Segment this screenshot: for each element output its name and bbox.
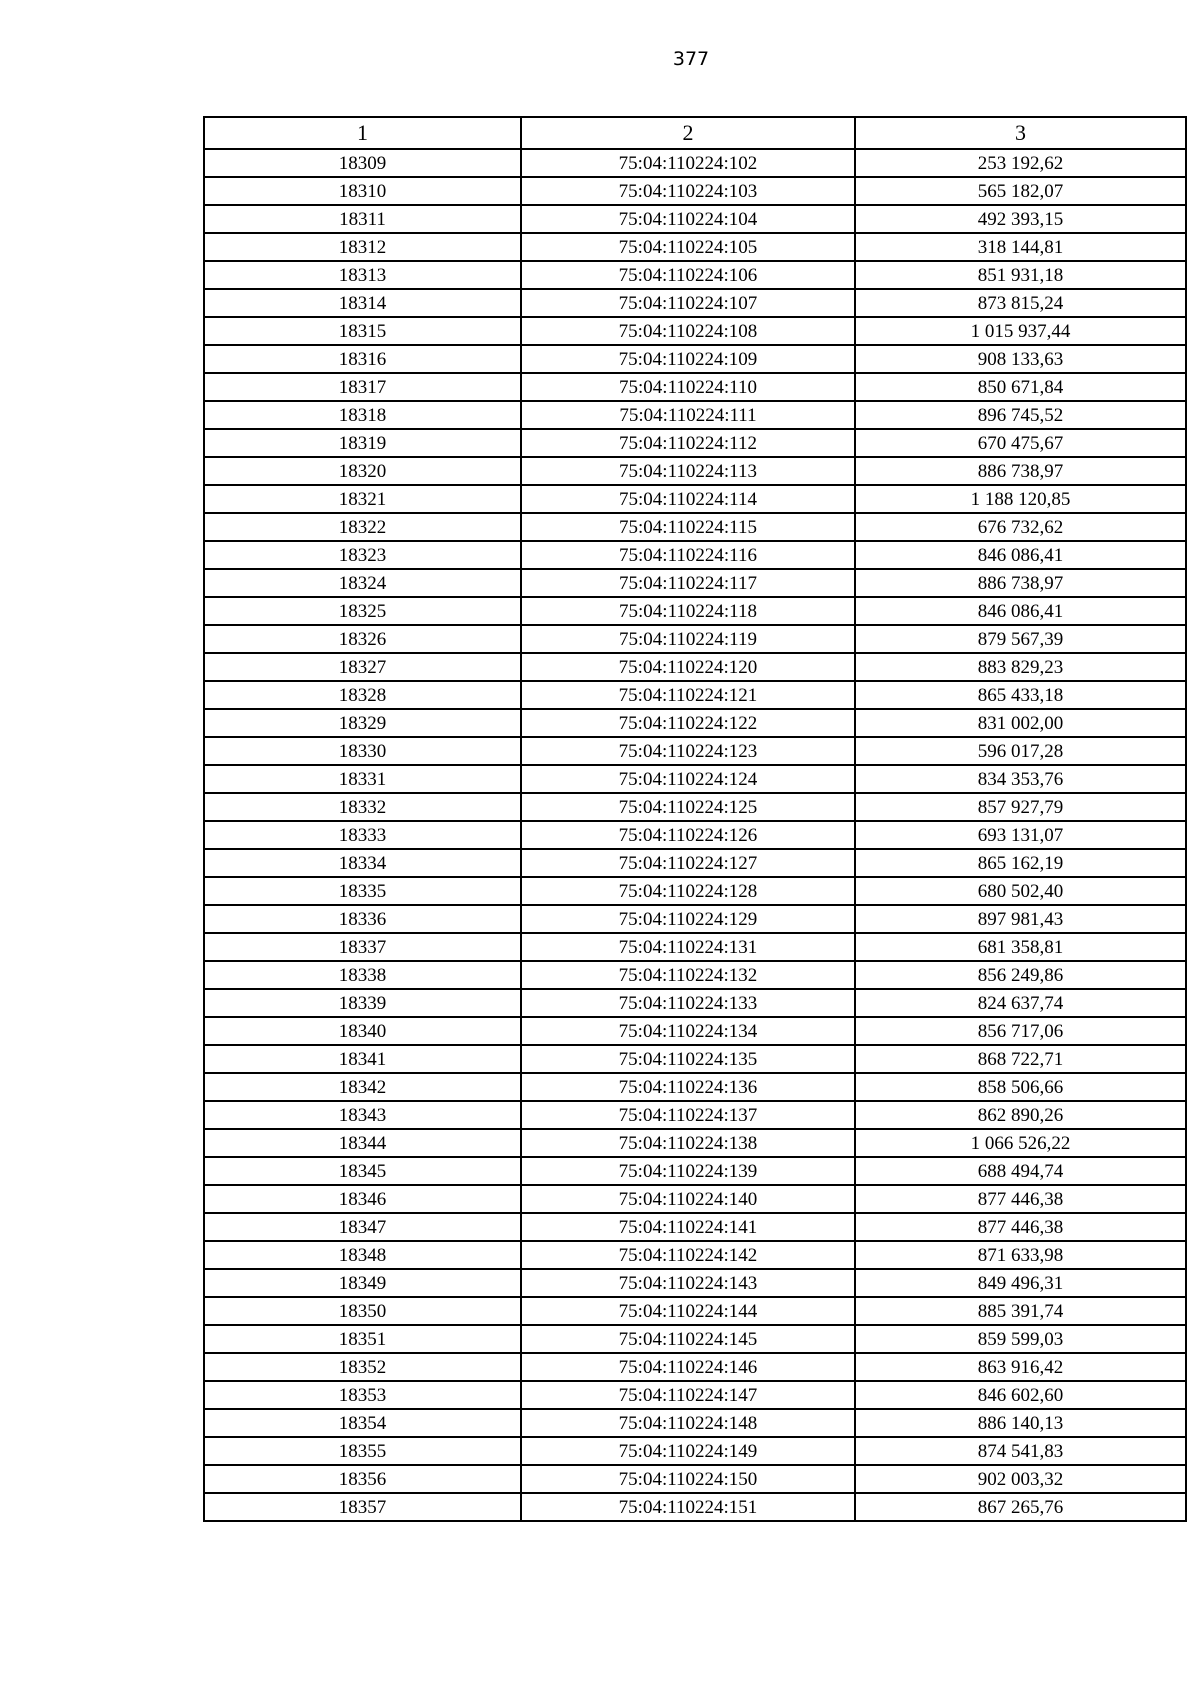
value-cell: 865 162,19 bbox=[855, 849, 1186, 877]
cadastral-number-cell: 75:04:110224:109 bbox=[521, 345, 855, 373]
value-cell: 873 815,24 bbox=[855, 289, 1186, 317]
cadastral-number-cell: 75:04:110224:116 bbox=[521, 541, 855, 569]
cadastral-number-cell: 75:04:110224:149 bbox=[521, 1437, 855, 1465]
cadastral-number-cell: 75:04:110224:121 bbox=[521, 681, 855, 709]
row-number-cell: 18342 bbox=[204, 1073, 521, 1101]
value-cell: 850 671,84 bbox=[855, 373, 1186, 401]
row-number-cell: 18354 bbox=[204, 1409, 521, 1437]
table-row bbox=[204, 1353, 1186, 1381]
value-cell: 318 144,81 bbox=[855, 233, 1186, 261]
row-number-cell: 18347 bbox=[204, 1213, 521, 1241]
row-number-cell: 18355 bbox=[204, 1437, 521, 1465]
table-row bbox=[204, 261, 1186, 289]
cadastral-number-cell: 75:04:110224:119 bbox=[521, 625, 855, 653]
row-number-cell: 18332 bbox=[204, 793, 521, 821]
cadastral-number-cell: 75:04:110224:117 bbox=[521, 569, 855, 597]
cadastral-number-cell: 75:04:110224:138 bbox=[521, 1129, 855, 1157]
value-cell: 1 188 120,85 bbox=[855, 485, 1186, 513]
cadastral-number-cell: 75:04:110224:142 bbox=[521, 1241, 855, 1269]
cadastral-number-cell: 75:04:110224:146 bbox=[521, 1353, 855, 1381]
cadastral-number-cell: 75:04:110224:148 bbox=[521, 1409, 855, 1437]
table-row bbox=[204, 1185, 1186, 1213]
table-row bbox=[204, 1213, 1186, 1241]
row-number-cell: 18331 bbox=[204, 765, 521, 793]
cadastral-number-cell: 75:04:110224:103 bbox=[521, 177, 855, 205]
value-cell: 877 446,38 bbox=[855, 1185, 1186, 1213]
row-number-cell: 18322 bbox=[204, 513, 521, 541]
value-cell: 688 494,74 bbox=[855, 1157, 1186, 1185]
value-cell: 856 249,86 bbox=[855, 961, 1186, 989]
table-row bbox=[204, 317, 1186, 345]
cadastral-number-cell: 75:04:110224:139 bbox=[521, 1157, 855, 1185]
column-header-3: 3 bbox=[855, 117, 1186, 149]
table-header bbox=[204, 117, 1186, 149]
table-row bbox=[204, 485, 1186, 513]
row-number-cell: 18333 bbox=[204, 821, 521, 849]
table-row bbox=[204, 709, 1186, 737]
value-cell: 856 717,06 bbox=[855, 1017, 1186, 1045]
row-number-cell: 18317 bbox=[204, 373, 521, 401]
value-cell: 565 182,07 bbox=[855, 177, 1186, 205]
row-number-cell: 18319 bbox=[204, 429, 521, 457]
row-number-cell: 18352 bbox=[204, 1353, 521, 1381]
row-number-cell: 18341 bbox=[204, 1045, 521, 1073]
cadastral-number-cell: 75:04:110224:106 bbox=[521, 261, 855, 289]
row-number-cell: 18326 bbox=[204, 625, 521, 653]
table-row bbox=[204, 821, 1186, 849]
row-number-cell: 18336 bbox=[204, 905, 521, 933]
row-number-cell: 18330 bbox=[204, 737, 521, 765]
table-row bbox=[204, 1073, 1186, 1101]
table-row bbox=[204, 597, 1186, 625]
table-row bbox=[204, 457, 1186, 485]
value-cell: 676 732,62 bbox=[855, 513, 1186, 541]
cadastral-number-cell: 75:04:110224:150 bbox=[521, 1465, 855, 1493]
row-number-cell: 18337 bbox=[204, 933, 521, 961]
cadastral-number-cell: 75:04:110224:102 bbox=[521, 149, 855, 177]
cadastral-number-cell: 75:04:110224:134 bbox=[521, 1017, 855, 1045]
cadastral-number-cell: 75:04:110224:124 bbox=[521, 765, 855, 793]
cadastral-number-cell: 75:04:110224:128 bbox=[521, 877, 855, 905]
column-header-1: 1 bbox=[204, 117, 521, 149]
table-row bbox=[204, 1325, 1186, 1353]
table-row bbox=[204, 625, 1186, 653]
value-cell: 886 738,97 bbox=[855, 457, 1186, 485]
row-number-cell: 18329 bbox=[204, 709, 521, 737]
value-cell: 680 502,40 bbox=[855, 877, 1186, 905]
value-cell: 858 506,66 bbox=[855, 1073, 1186, 1101]
cadastral-number-cell: 75:04:110224:112 bbox=[521, 429, 855, 457]
cadastral-number-cell: 75:04:110224:136 bbox=[521, 1073, 855, 1101]
table-row bbox=[204, 933, 1186, 961]
value-cell: 865 433,18 bbox=[855, 681, 1186, 709]
table-row bbox=[204, 429, 1186, 457]
row-number-cell: 18313 bbox=[204, 261, 521, 289]
table-row bbox=[204, 1381, 1186, 1409]
table-row bbox=[204, 205, 1186, 233]
table-row bbox=[204, 373, 1186, 401]
table-row bbox=[204, 793, 1186, 821]
row-number-cell: 18311 bbox=[204, 205, 521, 233]
value-cell: 834 353,76 bbox=[855, 765, 1186, 793]
row-number-cell: 18335 bbox=[204, 877, 521, 905]
cadastral-number-cell: 75:04:110224:137 bbox=[521, 1101, 855, 1129]
table-row bbox=[204, 905, 1186, 933]
value-cell: 253 192,62 bbox=[855, 149, 1186, 177]
row-number-cell: 18312 bbox=[204, 233, 521, 261]
cadastral-number-cell: 75:04:110224:143 bbox=[521, 1269, 855, 1297]
value-cell: 681 358,81 bbox=[855, 933, 1186, 961]
row-number-cell: 18340 bbox=[204, 1017, 521, 1045]
cadastral-number-cell: 75:04:110224:132 bbox=[521, 961, 855, 989]
table-row bbox=[204, 1437, 1186, 1465]
table-row bbox=[204, 401, 1186, 429]
value-cell: 859 599,03 bbox=[855, 1325, 1186, 1353]
table-row bbox=[204, 1465, 1186, 1493]
cadastral-number-cell: 75:04:110224:113 bbox=[521, 457, 855, 485]
row-number-cell: 18339 bbox=[204, 989, 521, 1017]
value-cell: 1 066 526,22 bbox=[855, 1129, 1186, 1157]
value-cell: 862 890,26 bbox=[855, 1101, 1186, 1129]
table-row bbox=[204, 1241, 1186, 1269]
row-number-cell: 18350 bbox=[204, 1297, 521, 1325]
table-row bbox=[204, 233, 1186, 261]
row-number-cell: 18321 bbox=[204, 485, 521, 513]
value-cell: 1 015 937,44 bbox=[855, 317, 1186, 345]
table-row bbox=[204, 1157, 1186, 1185]
cadastral-number-cell: 75:04:110224:126 bbox=[521, 821, 855, 849]
value-cell: 902 003,32 bbox=[855, 1465, 1186, 1493]
row-number-cell: 18345 bbox=[204, 1157, 521, 1185]
table-row bbox=[204, 1409, 1186, 1437]
value-cell: 883 829,23 bbox=[855, 653, 1186, 681]
row-number-cell: 18351 bbox=[204, 1325, 521, 1353]
value-cell: 670 475,67 bbox=[855, 429, 1186, 457]
value-cell: 846 086,41 bbox=[855, 597, 1186, 625]
row-number-cell: 18320 bbox=[204, 457, 521, 485]
cadastral-number-cell: 75:04:110224:111 bbox=[521, 401, 855, 429]
table-row bbox=[204, 541, 1186, 569]
cadastral-number-cell: 75:04:110224:129 bbox=[521, 905, 855, 933]
data-table bbox=[203, 116, 1187, 1522]
cadastral-number-cell: 75:04:110224:122 bbox=[521, 709, 855, 737]
cadastral-number-cell: 75:04:110224:131 bbox=[521, 933, 855, 961]
cadastral-number-cell: 75:04:110224:115 bbox=[521, 513, 855, 541]
table-row bbox=[204, 849, 1186, 877]
value-cell: 885 391,74 bbox=[855, 1297, 1186, 1325]
row-number-cell: 18316 bbox=[204, 345, 521, 373]
page-number: 377 bbox=[672, 48, 710, 70]
value-cell: 886 738,97 bbox=[855, 569, 1186, 597]
value-cell: 896 745,52 bbox=[855, 401, 1186, 429]
cadastral-number-cell: 75:04:110224:123 bbox=[521, 737, 855, 765]
table-row bbox=[204, 1045, 1186, 1073]
row-number-cell: 18349 bbox=[204, 1269, 521, 1297]
value-cell: 867 265,76 bbox=[855, 1493, 1186, 1521]
value-cell: 846 602,60 bbox=[855, 1381, 1186, 1409]
table-body bbox=[204, 149, 1186, 1521]
value-cell: 851 931,18 bbox=[855, 261, 1186, 289]
table-row bbox=[204, 653, 1186, 681]
row-number-cell: 18310 bbox=[204, 177, 521, 205]
table-row bbox=[204, 1297, 1186, 1325]
row-number-cell: 18343 bbox=[204, 1101, 521, 1129]
value-cell: 846 086,41 bbox=[855, 541, 1186, 569]
table-row bbox=[204, 989, 1186, 1017]
row-number-cell: 18357 bbox=[204, 1493, 521, 1521]
value-cell: 857 927,79 bbox=[855, 793, 1186, 821]
row-number-cell: 18334 bbox=[204, 849, 521, 877]
value-cell: 908 133,63 bbox=[855, 345, 1186, 373]
cadastral-number-cell: 75:04:110224:151 bbox=[521, 1493, 855, 1521]
row-number-cell: 18338 bbox=[204, 961, 521, 989]
cadastral-number-cell: 75:04:110224:127 bbox=[521, 849, 855, 877]
value-cell: 879 567,39 bbox=[855, 625, 1186, 653]
row-number-cell: 18353 bbox=[204, 1381, 521, 1409]
table-row bbox=[204, 765, 1186, 793]
row-number-cell: 18314 bbox=[204, 289, 521, 317]
table-row bbox=[204, 177, 1186, 205]
table-row bbox=[204, 1493, 1186, 1521]
value-cell: 596 017,28 bbox=[855, 737, 1186, 765]
cadastral-number-cell: 75:04:110224:118 bbox=[521, 597, 855, 625]
value-cell: 871 633,98 bbox=[855, 1241, 1186, 1269]
row-number-cell: 18309 bbox=[204, 149, 521, 177]
cadastral-number-cell: 75:04:110224:107 bbox=[521, 289, 855, 317]
row-number-cell: 18324 bbox=[204, 569, 521, 597]
cadastral-number-cell: 75:04:110224:141 bbox=[521, 1213, 855, 1241]
table-row bbox=[204, 513, 1186, 541]
value-cell: 824 637,74 bbox=[855, 989, 1186, 1017]
cadastral-number-cell: 75:04:110224:104 bbox=[521, 205, 855, 233]
table-row bbox=[204, 681, 1186, 709]
value-cell: 877 446,38 bbox=[855, 1213, 1186, 1241]
table-row bbox=[204, 1269, 1186, 1297]
value-cell: 492 393,15 bbox=[855, 205, 1186, 233]
cadastral-number-cell: 75:04:110224:110 bbox=[521, 373, 855, 401]
row-number-cell: 18318 bbox=[204, 401, 521, 429]
row-number-cell: 18315 bbox=[204, 317, 521, 345]
table-row bbox=[204, 1129, 1186, 1157]
table-row bbox=[204, 961, 1186, 989]
cadastral-number-cell: 75:04:110224:108 bbox=[521, 317, 855, 345]
table-row bbox=[204, 345, 1186, 373]
table-row bbox=[204, 1017, 1186, 1045]
value-cell: 849 496,31 bbox=[855, 1269, 1186, 1297]
cadastral-number-cell: 75:04:110224:120 bbox=[521, 653, 855, 681]
row-number-cell: 18327 bbox=[204, 653, 521, 681]
row-number-cell: 18346 bbox=[204, 1185, 521, 1213]
value-cell: 868 722,71 bbox=[855, 1045, 1186, 1073]
cadastral-number-cell: 75:04:110224:145 bbox=[521, 1325, 855, 1353]
table-row bbox=[204, 737, 1186, 765]
header-row bbox=[204, 117, 1186, 149]
column-header-2: 2 bbox=[521, 117, 855, 149]
row-number-cell: 18348 bbox=[204, 1241, 521, 1269]
row-number-cell: 18325 bbox=[204, 597, 521, 625]
row-number-cell: 18323 bbox=[204, 541, 521, 569]
value-cell: 693 131,07 bbox=[855, 821, 1186, 849]
value-cell: 897 981,43 bbox=[855, 905, 1186, 933]
value-cell: 886 140,13 bbox=[855, 1409, 1186, 1437]
cadastral-number-cell: 75:04:110224:125 bbox=[521, 793, 855, 821]
value-cell: 863 916,42 bbox=[855, 1353, 1186, 1381]
cadastral-number-cell: 75:04:110224:140 bbox=[521, 1185, 855, 1213]
value-cell: 831 002,00 bbox=[855, 709, 1186, 737]
table-row bbox=[204, 1101, 1186, 1129]
cadastral-number-cell: 75:04:110224:135 bbox=[521, 1045, 855, 1073]
table-row bbox=[204, 289, 1186, 317]
value-cell: 874 541,83 bbox=[855, 1437, 1186, 1465]
table-row bbox=[204, 149, 1186, 177]
table-row bbox=[204, 877, 1186, 905]
table-row bbox=[204, 569, 1186, 597]
row-number-cell: 18328 bbox=[204, 681, 521, 709]
cadastral-number-cell: 75:04:110224:147 bbox=[521, 1381, 855, 1409]
row-number-cell: 18356 bbox=[204, 1465, 521, 1493]
cadastral-number-cell: 75:04:110224:144 bbox=[521, 1297, 855, 1325]
row-number-cell: 18344 bbox=[204, 1129, 521, 1157]
cadastral-number-cell: 75:04:110224:114 bbox=[521, 485, 855, 513]
cadastral-number-cell: 75:04:110224:133 bbox=[521, 989, 855, 1017]
cadastral-number-cell: 75:04:110224:105 bbox=[521, 233, 855, 261]
